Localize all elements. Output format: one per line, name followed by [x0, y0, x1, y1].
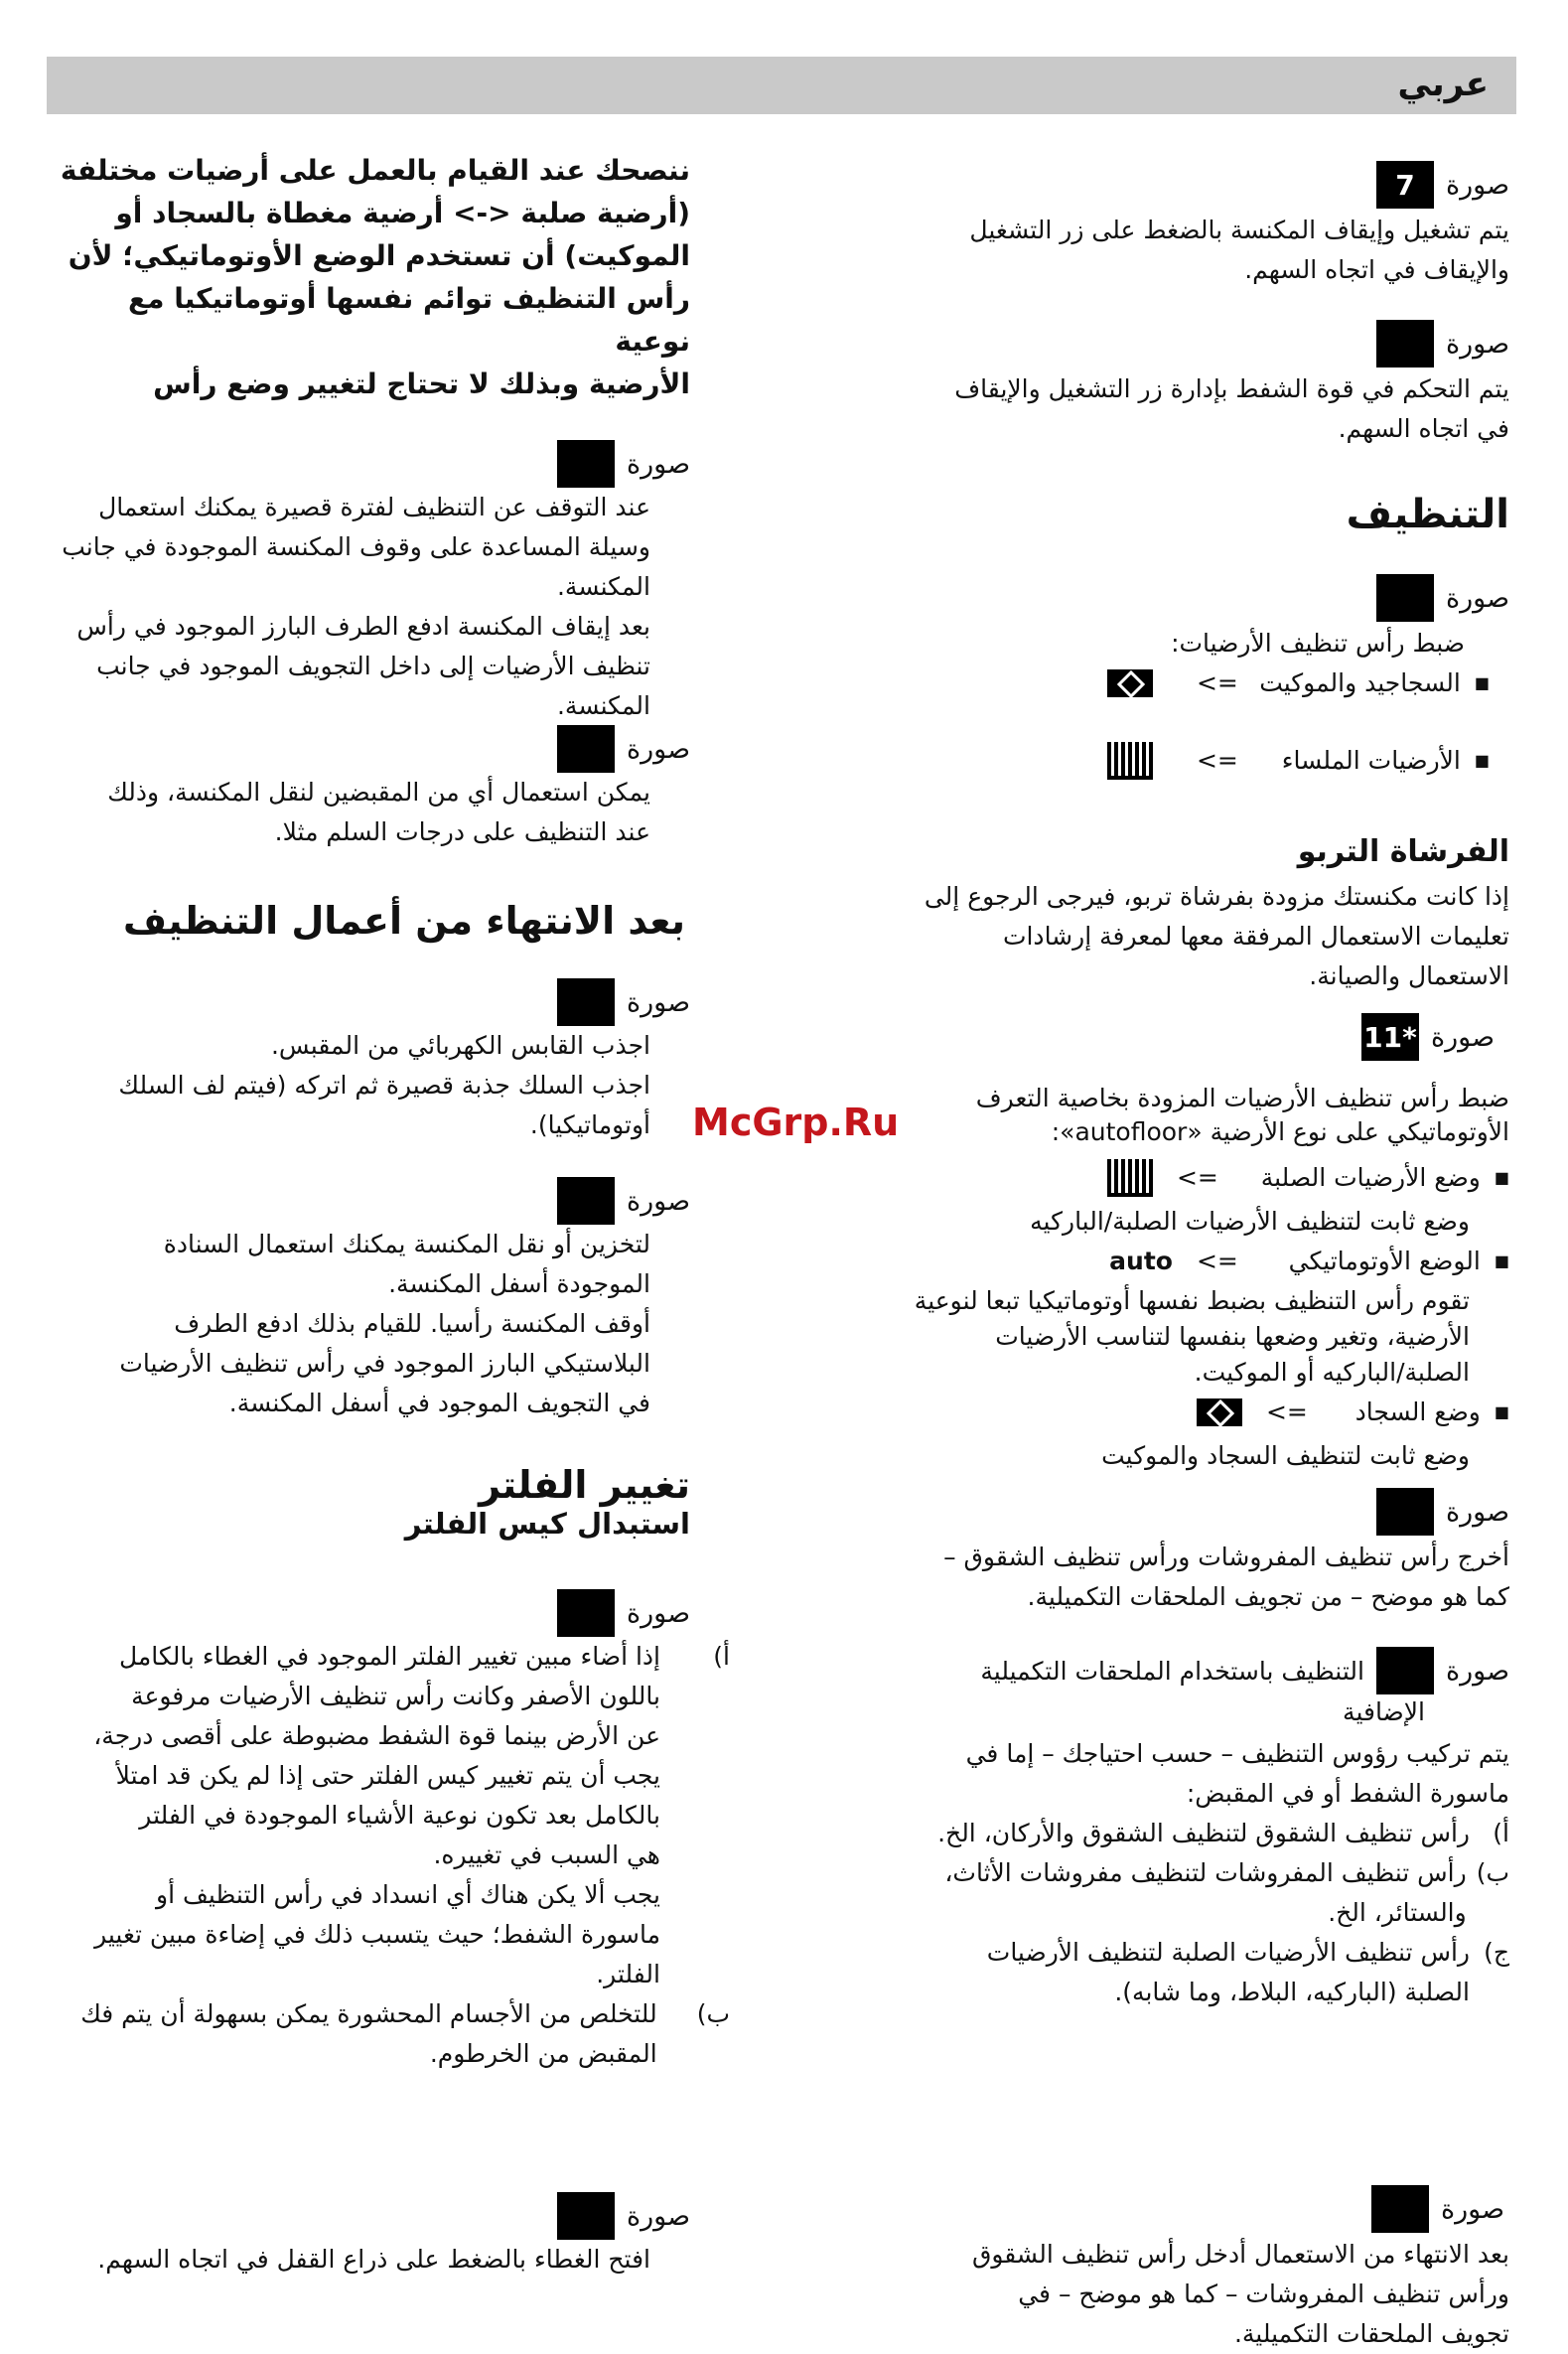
fig15-text-6: المكنسة. — [556, 691, 650, 720]
mode-auto-desc-3: الصلبة/الباركيه أو الموكيت. — [1194, 1358, 1470, 1387]
bullet-hard — [849, 741, 1490, 781]
mode-auto-label: الوضع الأوتوماتيكي — [1288, 1247, 1481, 1275]
fig13-text-1: يتم تركيب رؤوس التنظيف – حسب احتياجك – إما في — [965, 1739, 1509, 1768]
list-item-text: رأس تنظيف الشقوق لتنظيف الشقوق والأركان، الخ. — [937, 1819, 1470, 1847]
list-item-text: باللون الأصفر وكانت رأس تنظيف الأرضيات مرفوعة — [131, 1682, 660, 1710]
fig15-text-4: بعد إيقاف المكنسة ادفع الطرف البارز الموجود في رأس — [76, 612, 650, 641]
bullet-dot-icon: ■ — [1474, 751, 1490, 770]
list-item-text: رأس تنظيف الأرضيات الصلبة لتنظيف الأرضيات — [986, 1938, 1470, 1967]
fig-number-box — [557, 1589, 615, 1637]
filter-subheading: استبدال كيس الفلتر — [404, 1507, 690, 1541]
advice-line-5: الأرضية وبذلك لا تحتاج لتغيير وضع رأس — [153, 368, 690, 400]
fig7-text-1: يتم تشغيل وإيقاف المكنسة بالضغط على زر التشغيل — [969, 216, 1509, 244]
after-heading-block — [45, 899, 690, 943]
fig7-block — [849, 161, 1509, 290]
fig-number-box — [557, 440, 615, 488]
mode-auto-desc-2: الأرضية، وتغير وضعها بنفسها لتناسب الأرضيات — [995, 1322, 1470, 1351]
list-item-text: الفلتر. — [596, 1960, 660, 1988]
list-item-text: هي السبب في تغييره. — [433, 1840, 660, 1869]
fig17-text-3: أوتوماتيكيا). — [529, 1110, 650, 1139]
arrow-label: <= — [1176, 1163, 1218, 1192]
advice-line-1: ننصحك عند القيام بالعمل على أرضيات مختلفة — [60, 154, 690, 187]
fig-number-box — [557, 725, 615, 773]
watermark: McGrp.Ru — [692, 1101, 900, 1144]
list-item — [45, 1637, 730, 1994]
fig15-text-2: وسيلة المساعدة على وقوف المكنسة الموجودة في جانب — [62, 532, 650, 561]
list-item-text: ماسورة الشفط؛ حيث يتسبب ذلك في إضاءة مبين تغيير — [94, 1920, 660, 1949]
bullet-dot-icon: ■ — [1494, 1168, 1509, 1187]
fig20-block — [45, 2192, 690, 2280]
fig12-text-1: أخرج رأس تنظيف المفروشات ورأس تنظيف الشقوق – — [943, 1543, 1509, 1571]
advice-line-4: رأس التنظيف توائم نفسها أوتوماتيكيا مع نوعية — [128, 282, 690, 358]
fig-label: صورة — [626, 2200, 690, 2232]
fig-number-box — [1376, 1488, 1434, 1536]
after-cleaning-heading: بعد الانتهاء من أعمال التنظيف — [123, 899, 685, 943]
fig11-text-2: الأوتوماتيكي على نوع الأرضية «autofloor»: — [1051, 1117, 1509, 1146]
mode-auto-desc-1: تقوم رأس التنظيف بضبط نفسها أوتوماتيكيا تبعا لنوعية — [914, 1286, 1470, 1315]
fig-number-box — [1376, 320, 1434, 368]
fig13-text-2: ماسورة الشفط أو في المقبض: — [1186, 1779, 1509, 1808]
list-item-mark: ج) — [1484, 1938, 1509, 1967]
fig12-block — [849, 1488, 1509, 1617]
arrow-label: <= — [1196, 1247, 1238, 1275]
fig8-text-2: في اتجاه السهم. — [1338, 414, 1509, 443]
bullet-dot-icon: ■ — [1494, 1251, 1509, 1270]
carpet-mode-icon — [1107, 669, 1153, 697]
turbo-heading: الفرشاة التربو — [1297, 834, 1509, 869]
mode-hard-row — [849, 1158, 1509, 1198]
fig16-block — [45, 725, 690, 852]
list-item — [849, 1933, 1509, 2012]
fig17-text-1: اجذب القابس الكهربائي من المقبس. — [270, 1031, 650, 1060]
filter-heading: تغيير الفلتر — [479, 1463, 690, 1507]
mode-carpet-label: وضع السجاد — [1354, 1398, 1481, 1426]
fig15-text-1: عند التوقف عن التنظيف لفترة قصيرة يمكنك استعمال — [98, 493, 650, 521]
fig16-text-2: عند التنظيف على درجات السلم مثلا. — [274, 817, 650, 846]
fig8-block — [849, 320, 1509, 449]
turbo-block — [849, 834, 1509, 996]
fig-number-box — [557, 978, 615, 1026]
list-item-text: بالكامل بعد تكون نوعية الأشياء الموجودة في الفلتر — [139, 1801, 660, 1830]
fig11-block — [849, 1013, 1509, 1476]
fig18-text-5: في التجويف الموجود في أسفل المكنسة. — [228, 1389, 650, 1417]
fig18-text-2: الموجودة أسفل المكنسة. — [388, 1269, 650, 1298]
fig-number-box — [1376, 574, 1434, 622]
advice-block — [45, 149, 690, 405]
fig-label: صورة — [1445, 1496, 1509, 1528]
cleaning-heading: التنظيف — [1346, 492, 1509, 537]
header-bar — [47, 57, 1516, 114]
fig16-text-1: يمكن استعمال أي من المقبضين لنقل المكنسة، وذلك — [107, 778, 650, 807]
mode-carpet-row — [849, 1393, 1509, 1432]
fig-label: صورة — [626, 448, 690, 480]
fig14-block — [849, 2185, 1509, 2354]
language-title: عربي — [1397, 65, 1489, 104]
list-item — [45, 1994, 730, 2074]
fig-number-box — [1376, 1647, 1434, 1694]
fig9-intro: ضبط رأس تنظيف الأرضيات: — [1171, 629, 1465, 658]
bullet-carpet-label: السجاجيد والموكيت — [1259, 668, 1461, 697]
arrow-label: <= — [1196, 668, 1238, 697]
filter-heading-block — [45, 1463, 690, 1541]
list-item-text: إذا أضاء مبين تغيير الفلتر الموجود في الغطاء بالكامل — [118, 1642, 660, 1671]
fig14-text-2: ورأس تنظيف المفروشات – كما هو موضح – في — [1018, 2280, 1509, 2308]
list-item-text: المقبض من الخرطوم. — [429, 2039, 657, 2068]
turbo-text-2: تعليمات الاستعمال المرفقة معها لمعرفة إرشادات — [1002, 922, 1509, 951]
fig9-block — [849, 574, 1509, 781]
fig17-text-2: اجذب السلك جذبة قصيرة ثم اتركه (فيتم لف السلك — [118, 1071, 650, 1100]
hard-floor-mode-icon — [1107, 1159, 1153, 1197]
list-item-mark: أ) — [713, 1642, 730, 1671]
cleaning-heading-block — [849, 492, 1509, 537]
fig13-title: التنظيف باستخدام الملحقات التكميلية — [980, 1656, 1364, 1686]
bullet-carpet — [849, 663, 1490, 703]
fig17-block — [45, 978, 690, 1145]
fig-label: صورة — [1445, 169, 1509, 201]
fig-label: صورة — [1445, 328, 1509, 360]
list-item-mark: أ) — [1493, 1819, 1509, 1847]
arrow-label: <= — [1265, 1398, 1308, 1426]
list-item — [849, 1814, 1509, 1853]
fig-number-box: 7 — [1376, 161, 1434, 209]
fig14-text-1: بعد الانتهاء من الاستعمال أدخل رأس تنظيف الشقوق — [971, 2240, 1509, 2269]
fig-label: صورة — [1445, 1655, 1509, 1687]
carpet-mode-icon — [1197, 1398, 1242, 1426]
fig-number-box — [1371, 2185, 1429, 2233]
fig-label: صورة — [626, 1185, 690, 1217]
fig18-text-3: أوقف المكنسة رأسيا. للقيام بذلك ادفع الطرف — [174, 1309, 650, 1338]
fig18-text-4: البلاستيكي البارز الموجود في رأس تنظيف الأرضيات — [119, 1349, 650, 1378]
fig11-text-1: ضبط رأس تنظيف الأرضيات المزودة بخاصية التعرف — [975, 1084, 1509, 1112]
fig-label: صورة — [626, 1597, 690, 1629]
fig20-text-1: افتح الغطاء بالضغط على ذراع القفل في اتجاه السهم. — [97, 2245, 650, 2274]
arrow-label: <= — [1196, 746, 1238, 775]
fig-number-box: 11* — [1361, 1013, 1419, 1061]
fig15-block — [45, 440, 690, 726]
turbo-text-3: الاستعمال والصيانة. — [1309, 961, 1509, 990]
fig15-text-3: المكنسة. — [556, 572, 650, 601]
list-item-mark: ب) — [696, 1999, 730, 2028]
mode-carpet-desc: وضع ثابت لتنظيف السجاد والموكيت — [1101, 1441, 1470, 1470]
list-item-text: رأس تنظيف المفروشات لتنظيف مفروشات الأثاث، — [944, 1858, 1467, 1887]
fig13-block — [849, 1647, 1509, 2012]
mode-auto-row — [849, 1242, 1509, 1281]
fig12-text-2: كما هو موضح – من تجويف الملحقات التكميلية. — [1027, 1582, 1509, 1611]
bullet-dot-icon: ■ — [1474, 673, 1490, 692]
list-item-text: عن الأرض بينما قوة الشفط مضبوطة على أقصى درجة، — [93, 1721, 660, 1750]
fig13-title-2: الإضافية — [1343, 1697, 1425, 1726]
list-item-text: يجب ألا يكن هناك أي انسداد في رأس التنظيف أو — [156, 1880, 660, 1909]
list-item-text: يجب أن يتم تغيير كيس الفلتر حتى إذا لم يكن قد امتلأ — [115, 1761, 660, 1790]
hard-floor-mode-icon — [1107, 742, 1153, 780]
fig18-block — [45, 1177, 690, 1423]
fig15-text-5: تنظيف الأرضيات إلى داخل التجويف الموجود في جانب — [96, 652, 650, 680]
list-item-text: الصلبة (الباركيه، البلاط، وما شابه). — [1114, 1978, 1470, 2006]
bullet-dot-icon: ■ — [1494, 1402, 1509, 1421]
fig18-text-1: لتخزين أو نقل المكنسة يمكنك استعمال السنادة — [163, 1230, 650, 1258]
fig-number-box — [557, 2192, 615, 2240]
mode-hard-desc: وضع ثابت لتنظيف الأرضيات الصلبة/الباركيه — [1030, 1207, 1470, 1236]
advice-line-3: الموكيت) أن تستخدم الوضع الأوتوماتيكي؛ لأن — [68, 239, 690, 272]
advice-line-2: (أرضية صلبة <-> أرضية مغطاة بالسجاد أو — [115, 197, 690, 229]
mode-hard-label: وضع الأرضيات الصلبة — [1260, 1163, 1481, 1192]
auto-mode-label: auto — [1109, 1247, 1173, 1275]
fig19-block — [45, 1589, 730, 2074]
fig7-text-2: والإيقاف في اتجاه السهم. — [1244, 255, 1509, 284]
fig-number-box — [557, 1177, 615, 1225]
fig-label: صورة — [1430, 1021, 1495, 1053]
fig-label: صورة — [626, 986, 690, 1018]
list-item — [849, 1853, 1509, 1933]
turbo-text-1: إذا كانت مكنستك مزودة بفرشاة تربو، فيرجى الرجوع إلى — [924, 882, 1509, 911]
list-item-mark: ب) — [1476, 1858, 1509, 1887]
bullet-hard-label: الأرضيات الملساء — [1281, 746, 1461, 775]
fig-label: صورة — [626, 733, 690, 765]
fig-label: صورة — [1440, 2193, 1504, 2225]
list-item-text: والستائر، الخ. — [1328, 1898, 1467, 1927]
fig-label: صورة — [1445, 582, 1509, 614]
list-item-text: للتخلص من الأجسام المحشورة يمكن بسهولة أن يتم فك — [80, 1999, 657, 2028]
fig14-text-3: تجويف الملحقات التكميلية. — [1233, 2319, 1509, 2348]
fig8-text-1: يتم التحكم في قوة الشفط بإدارة زر التشغيل والإيقاف — [954, 374, 1509, 403]
